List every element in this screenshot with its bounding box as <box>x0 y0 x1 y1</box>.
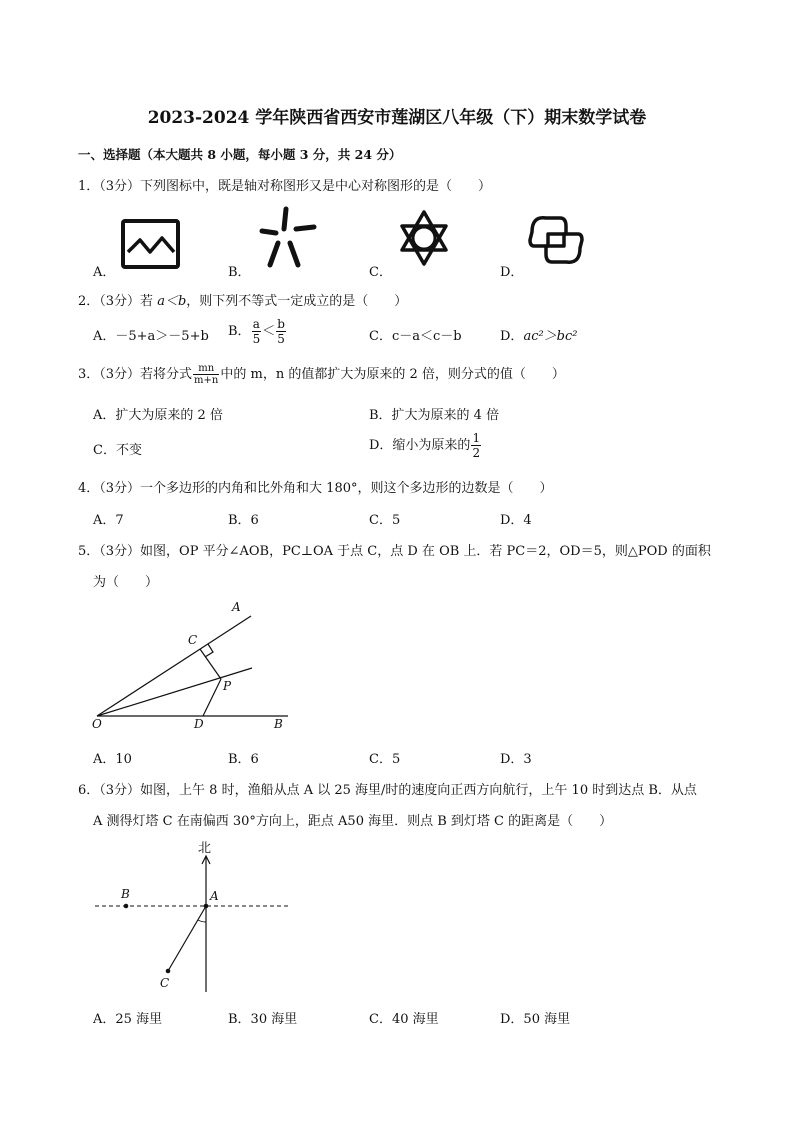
q1-option-c: C． <box>369 265 392 280</box>
q5-label-b: B <box>274 717 283 731</box>
q1-option-b: B． <box>228 265 251 280</box>
page-title: 2023-2024 学年陕西省西安市莲湖区八年级（下）期末数学试卷 <box>147 108 647 128</box>
q6-option-c: C．40 海里 <box>369 1012 439 1027</box>
q2-option-c: C．c－a＜c－b <box>369 329 462 344</box>
q2-fraction-b5: $\frac{b}{5}$ <box>277 317 285 346</box>
q6-label-north: 北 <box>198 841 212 856</box>
q5-option-a: A．10 <box>93 752 132 767</box>
q3-option-b: B．扩大为原来的 4 倍 <box>369 408 500 423</box>
q6-segment-ac <box>168 906 206 971</box>
q5-stem-line1: 5．（3分）如图，OP 平分∠AOB，PC⊥OA 于点 C，点 D 在 OB 上．若 PC＝2，OD＝5，则△POD 的面积 <box>78 544 711 559</box>
q3-suffix: 中的 m，n 的值都扩大为原来的 2 倍，则分式的值（ ） <box>220 367 565 382</box>
q3-fraction-mn: $\frac{mn}{m+n}$ <box>194 363 219 386</box>
q2-condition: a＜b <box>157 294 187 309</box>
q6-option-b: B．30 海里 <box>228 1012 298 1027</box>
q4-stem: 4．（3分）一个多边形的内角和比外角和大 180°，则这个多边形的边数是（ ） <box>78 481 553 496</box>
q3-prefix: 3．（3分）若将分式 <box>78 367 193 382</box>
q5-stem-line2: 为（ ） <box>93 575 159 590</box>
q6-stem-line1: 6．（3分）如图，上午 8 时，渔船从点 A 以 25 海里/时的速度向正西方向航行，上午 10 时到达点 B．从点 <box>78 783 697 798</box>
q5-option-c: C．5 <box>369 752 401 767</box>
q2-prefix: 2．（3分）若 <box>78 294 158 309</box>
q5-option-d: D．3 <box>500 752 532 767</box>
q6-point-b <box>124 904 129 909</box>
q5-option-b: B．6 <box>228 752 259 767</box>
q6-stem-line2: A 测得灯塔 C 在南偏西 30°方向上，距点 A50 海里．则点 B 到灯塔 C 的距离是（ ） <box>93 814 613 829</box>
section-heading: 一、选择题（本大题共 8 小题，每小题 3 分，共 24 分） <box>78 147 402 162</box>
q2-option-d-expr: ac²＞bc² <box>523 329 578 344</box>
q3-option-d-prefix: D．缩小为原来的 <box>369 438 471 453</box>
q6-label-b: B <box>121 887 130 901</box>
q1-option-a: A． <box>93 265 116 280</box>
q6-angle-arc <box>198 920 206 922</box>
q1-stem: 1．（3分）下列图标中，既是轴对称图形又是中心对称图形的是（ ） <box>78 179 492 194</box>
q5-label-o: O <box>92 717 102 731</box>
q5-label-d: D <box>194 717 204 731</box>
q6-point-c <box>166 969 171 974</box>
q5-label-a: A <box>232 600 241 614</box>
q3-option-a: A．扩大为原来的 2 倍 <box>93 408 223 423</box>
q4-option-a: A．7 <box>93 513 124 528</box>
q6-label-c: C <box>160 976 170 990</box>
q2-option-a: A．－5+a＞－5+b <box>93 329 209 344</box>
q6-label-a: A <box>210 889 219 903</box>
q2-fraction-a5: $\frac{a}{5}$ <box>252 317 261 346</box>
q5-label-c: C <box>188 633 198 647</box>
q2-option-d-label: D． <box>500 329 524 344</box>
q6-point-a <box>204 904 209 909</box>
q4-option-b: B．6 <box>228 513 259 528</box>
q3-fraction-half: $\frac{1}{2}$ <box>472 431 481 460</box>
q2-suffix: ，则下列不等式一定成立的是（ ） <box>186 294 408 309</box>
q2-option-b-label: B． <box>228 324 251 339</box>
q6-option-a: A．25 海里 <box>93 1012 163 1027</box>
q4-option-d: D．4 <box>500 513 532 528</box>
q1-option-d: D． <box>500 265 524 280</box>
q6-option-d: D．50 海里 <box>500 1012 571 1027</box>
q2-relation: ＜ <box>262 324 276 339</box>
q4-option-c: C．5 <box>369 513 401 528</box>
q3-option-c: C．不变 <box>93 443 142 458</box>
q5-label-p: P <box>223 679 232 693</box>
